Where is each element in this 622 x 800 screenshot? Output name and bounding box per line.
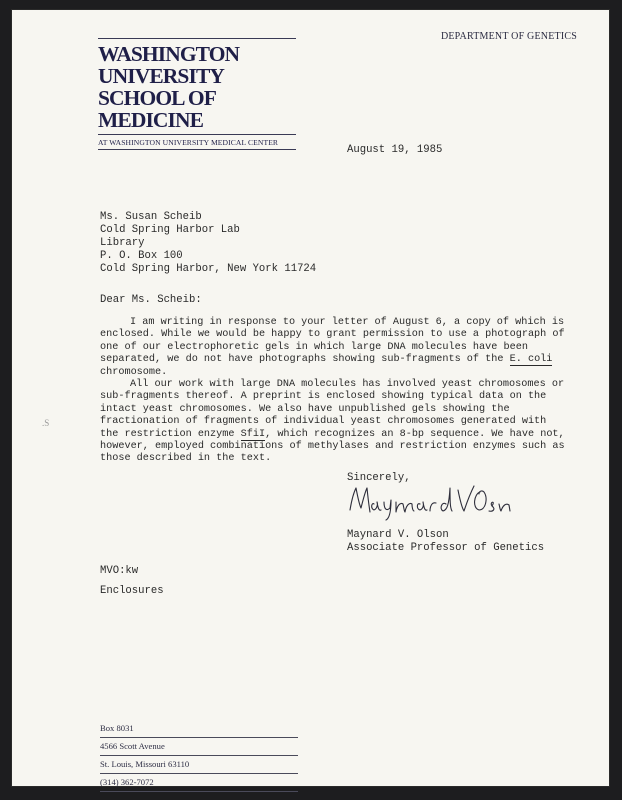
letter-page bbox=[12, 10, 609, 786]
signer-name: Maynard V. Olson bbox=[347, 529, 449, 541]
salutation: Dear Ms. Scheib: bbox=[100, 294, 202, 306]
signer-title: Associate Professor of Genetics bbox=[347, 542, 545, 554]
university-logo bbox=[98, 38, 298, 150]
paragraph-1: I am writing in response to your letter of August 6, a copy of which is enclosed. While we would be happy to grant permission to use a photograph of one of our electrophoretic gels in which large DNA molecules have been separated, we do not have photographs showing sub-fragments of the E. coli chromosome. bbox=[100, 317, 565, 378]
paragraph-2: All our work with large DNA molecules has involved yeast chromosomes or sub-fragments thereof. A preprint is enclosed showing typical data on the intact yeast chromosomes. We also have unpublished gels showing the fractionation of fragments of individual yeast chromosomes generated with the restriction enzyme SfiI, which recognizes an 8-bp sequence. We have not, however, employed combinations of methylases and restriction enzymes such as those described in the text. bbox=[100, 379, 565, 465]
typist-initials: MVO:kw bbox=[100, 565, 139, 577]
signer-block bbox=[347, 529, 544, 555]
letter-body bbox=[100, 317, 570, 466]
margin-mark: .S bbox=[42, 418, 50, 428]
letter-date: August 19, 1985 bbox=[347, 144, 443, 156]
recipient-address: Ms. Susan Scheib Cold Spring Harbor Lab Library P. O. Box 100 Cold Spring Harbor, New York 11724 bbox=[100, 211, 317, 275]
letterhead-subtitle: AT WASHINGTON UNIVERSITY MEDICAL CENTER bbox=[98, 138, 279, 147]
enclosures-note: Enclosures bbox=[100, 585, 164, 597]
closing: Sincerely, bbox=[347, 472, 411, 484]
university-name: WASHINGTON UNIVERSITY SCHOOL OF MEDICINE bbox=[98, 42, 240, 132]
department-name: DEPARTMENT OF GENETICS bbox=[440, 31, 577, 42]
handwritten-signature bbox=[346, 478, 516, 522]
footer-address: Box 8031 4566 Scott Avenue St. Louis, Missouri 63110 (314) 362-7072 bbox=[100, 722, 298, 792]
